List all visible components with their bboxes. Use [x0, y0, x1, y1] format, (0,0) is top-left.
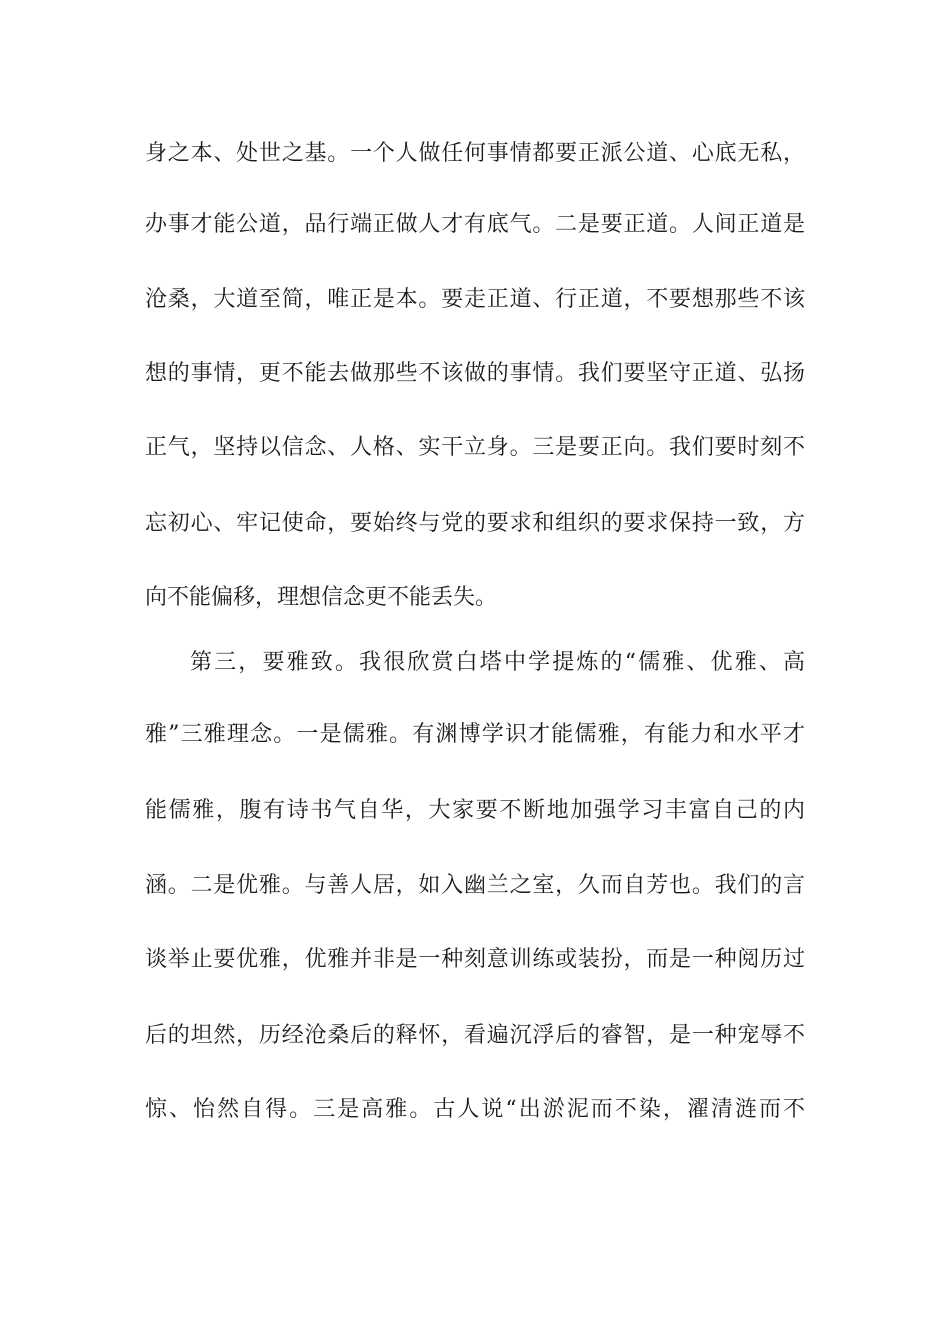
text-line-13: 后的坦然，历经沧桑后的释怀，看遍沉浮后的睿智，是一种宠辱不	[145, 1023, 805, 1048]
text-line-9: 雅”三雅理念。一是儒雅。有渊博学识才能儒雅，有能力和水平才	[145, 722, 805, 747]
text-line-10: 能儒雅，腹有诗书气自华，大家要不断地加强学习丰富自己的内	[145, 798, 805, 823]
text-line-11: 涵。二是优雅。与善人居，如入幽兰之室，久而自芳也。我们的言	[145, 873, 805, 898]
paragraph-start-line: 第三，要雅致。我很欣赏白塔中学提炼的“儒雅、优雅、高	[190, 650, 805, 675]
text-line-2: 办事才能公道，品行端正做人才有底气。二是要正道。人间正道是	[145, 212, 805, 237]
text-line-6: 忘初心、牢记使命，要始终与党的要求和组织的要求保持一致，方	[145, 511, 805, 536]
text-line-12: 谈举止要优雅，优雅并非是一种刻意训练或装扮，而是一种阅历过	[145, 947, 805, 972]
text-line-3: 沧桑，大道至简，唯正是本。要走正道、行正道，不要想那些不该	[145, 287, 805, 312]
text-line-14: 惊、怡然自得。三是高雅。古人说“出淤泥而不染，濯清涟而不	[145, 1097, 805, 1122]
text-line-5: 正气，坚持以信念、人格、实干立身。三是要正向。我们要时刻不	[145, 435, 805, 460]
text-line-1: 身之本、处世之基。一个人做任何事情都要正派公道、心底无私，	[145, 141, 805, 166]
text-line-7: 向不能偏移，理想信念更不能丢失。	[145, 585, 498, 610]
text-line-4: 想的事情，更不能去做那些不该做的事情。我们要坚守正道、弘扬	[145, 361, 805, 386]
